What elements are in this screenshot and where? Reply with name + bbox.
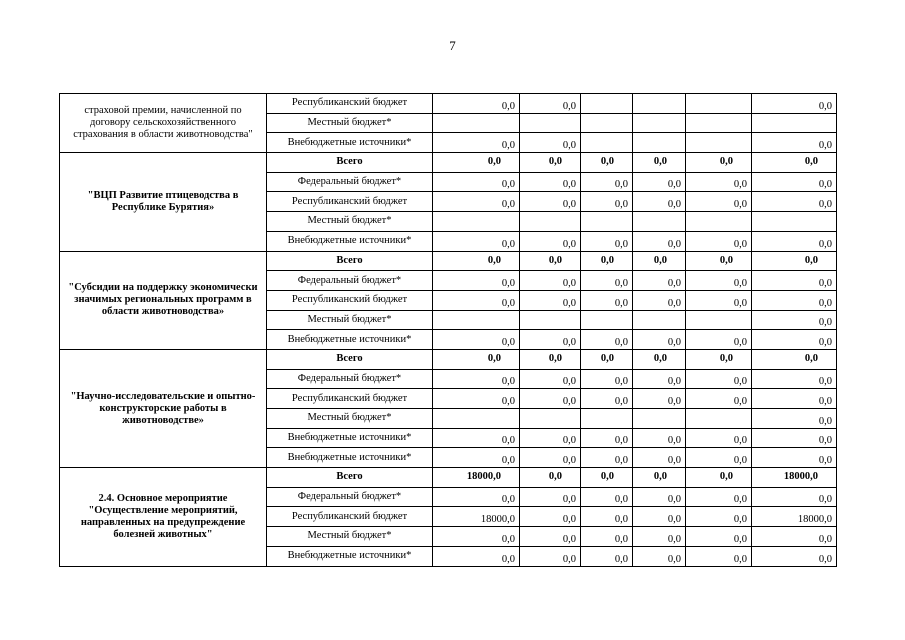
amount-cell <box>520 310 581 330</box>
amount-cell: 0,0 <box>520 369 581 389</box>
amount-cell: 0,0 <box>686 251 752 271</box>
amount-cell: 0,0 <box>752 546 837 566</box>
amount-cell: 0,0 <box>433 330 520 350</box>
funding-source-cell: Республиканский бюджет <box>267 507 433 527</box>
amount-cell <box>520 113 581 133</box>
amount-cell: 0,0 <box>520 527 581 547</box>
amount-cell: 0,0 <box>752 251 837 271</box>
amount-cell <box>581 133 633 153</box>
amount-cell: 0,0 <box>752 448 837 468</box>
funding-source-cell: Федеральный бюджет* <box>267 172 433 192</box>
amount-cell: 0,0 <box>433 271 520 291</box>
amount-cell: 0,0 <box>752 192 837 212</box>
funding-source-cell: Местный бюджет* <box>267 409 433 429</box>
amount-cell <box>686 133 752 153</box>
amount-cell: 0,0 <box>686 448 752 468</box>
amount-cell: 0,0 <box>633 172 686 192</box>
amount-cell <box>433 212 520 232</box>
amount-cell <box>633 310 686 330</box>
amount-cell: 0,0 <box>633 153 686 173</box>
funding-source-cell: Всего <box>267 349 433 369</box>
amount-cell: 0,0 <box>752 231 837 251</box>
amount-cell: 0,0 <box>433 428 520 448</box>
amount-cell <box>520 409 581 429</box>
amount-cell: 0,0 <box>686 349 752 369</box>
funding-source-cell: Республиканский бюджет <box>267 94 433 114</box>
measure-name-cell: "Научно-исследовательские и опытно-конструкторские работы в животноводстве» <box>60 349 267 467</box>
amount-cell: 0,0 <box>520 389 581 409</box>
funding-source-cell: Республиканский бюджет <box>267 389 433 409</box>
amount-cell: 0,0 <box>520 94 581 114</box>
amount-cell: 0,0 <box>752 310 837 330</box>
total-row <box>60 251 837 271</box>
amount-cell: 0,0 <box>752 290 837 310</box>
amount-cell: 0,0 <box>686 546 752 566</box>
measure-name-cell: 2.4. Основное мероприятие "Осуществление мероприятий, направленных на предупреждение болезней животных" <box>60 468 267 566</box>
page-number: 7 <box>449 38 456 53</box>
amount-cell: 0,0 <box>581 192 633 212</box>
amount-cell: 0,0 <box>633 251 686 271</box>
amount-cell: 0,0 <box>686 192 752 212</box>
amount-cell: 0,0 <box>433 251 520 271</box>
amount-cell: 0,0 <box>686 428 752 448</box>
funding-source-cell: Внебюджетные источники* <box>267 428 433 448</box>
amount-cell: 0,0 <box>581 468 633 488</box>
budget-table <box>59 93 837 567</box>
amount-cell: 0,0 <box>581 271 633 291</box>
amount-cell: 0,0 <box>520 448 581 468</box>
amount-cell <box>686 113 752 133</box>
amount-cell: 0,0 <box>752 94 837 114</box>
amount-cell: 0,0 <box>520 330 581 350</box>
amount-cell: 0,0 <box>752 271 837 291</box>
funding-source-cell: Всего <box>267 251 433 271</box>
amount-cell <box>520 212 581 232</box>
amount-cell: 0,0 <box>433 231 520 251</box>
amount-cell <box>581 310 633 330</box>
amount-cell: 0,0 <box>633 330 686 350</box>
amount-cell: 0,0 <box>686 231 752 251</box>
amount-cell: 0,0 <box>581 546 633 566</box>
amount-cell: 0,0 <box>520 290 581 310</box>
amount-cell: 0,0 <box>581 507 633 527</box>
amount-cell <box>433 409 520 429</box>
amount-cell: 0,0 <box>752 133 837 153</box>
amount-cell: 0,0 <box>433 290 520 310</box>
amount-cell <box>633 94 686 114</box>
amount-cell <box>581 94 633 114</box>
amount-cell: 0,0 <box>633 290 686 310</box>
amount-cell <box>686 409 752 429</box>
amount-cell: 0,0 <box>520 428 581 448</box>
funding-source-cell: Внебюджетные источники* <box>267 330 433 350</box>
amount-cell: 18000,0 <box>752 507 837 527</box>
amount-cell: 0,0 <box>686 487 752 507</box>
amount-cell: 0,0 <box>433 192 520 212</box>
amount-cell: 0,0 <box>633 546 686 566</box>
amount-cell: 0,0 <box>433 369 520 389</box>
funding-source-cell: Местный бюджет* <box>267 212 433 232</box>
amount-cell: 0,0 <box>581 448 633 468</box>
amount-cell: 0,0 <box>633 428 686 448</box>
amount-cell: 0,0 <box>433 527 520 547</box>
amount-cell: 0,0 <box>520 271 581 291</box>
amount-cell <box>752 212 837 232</box>
amount-cell: 0,0 <box>581 153 633 173</box>
amount-cell <box>433 310 520 330</box>
amount-cell: 0,0 <box>581 172 633 192</box>
amount-cell: 0,0 <box>752 172 837 192</box>
amount-cell <box>581 113 633 133</box>
amount-cell: 0,0 <box>581 369 633 389</box>
amount-cell: 0,0 <box>686 271 752 291</box>
amount-cell: 0,0 <box>686 369 752 389</box>
amount-cell: 0,0 <box>433 133 520 153</box>
funding-source-cell: Республиканский бюджет <box>267 290 433 310</box>
amount-cell: 0,0 <box>433 94 520 114</box>
amount-cell: 0,0 <box>752 527 837 547</box>
amount-cell: 0,0 <box>433 172 520 192</box>
amount-cell: 0,0 <box>686 389 752 409</box>
funding-source-cell: Федеральный бюджет* <box>267 487 433 507</box>
amount-cell <box>581 409 633 429</box>
amount-cell <box>686 310 752 330</box>
amount-cell: 0,0 <box>520 231 581 251</box>
funding-source-cell: Федеральный бюджет* <box>267 271 433 291</box>
amount-cell: 0,0 <box>686 330 752 350</box>
amount-cell: 0,0 <box>633 389 686 409</box>
amount-cell: 0,0 <box>752 153 837 173</box>
funding-source-cell: Внебюджетные источники* <box>267 231 433 251</box>
amount-cell: 0,0 <box>633 231 686 251</box>
amount-cell: 0,0 <box>633 448 686 468</box>
amount-cell: 0,0 <box>520 192 581 212</box>
amount-cell: 0,0 <box>581 428 633 448</box>
amount-cell: 0,0 <box>633 349 686 369</box>
funding-source-cell: Всего <box>267 153 433 173</box>
amount-cell: 0,0 <box>581 231 633 251</box>
amount-cell: 0,0 <box>633 527 686 547</box>
amount-cell: 0,0 <box>686 527 752 547</box>
amount-cell: 0,0 <box>581 389 633 409</box>
amount-cell: 18000,0 <box>752 468 837 488</box>
amount-cell: 0,0 <box>433 546 520 566</box>
amount-cell: 0,0 <box>520 546 581 566</box>
funding-source-cell: Местный бюджет* <box>267 113 433 133</box>
amount-cell: 0,0 <box>633 468 686 488</box>
amount-cell: 0,0 <box>520 487 581 507</box>
amount-cell: 0,0 <box>686 153 752 173</box>
amount-cell <box>633 113 686 133</box>
amount-cell: 0,0 <box>633 487 686 507</box>
amount-cell: 0,0 <box>581 527 633 547</box>
budget-body <box>60 94 837 567</box>
funding-source-cell: Внебюджетные источники* <box>267 546 433 566</box>
funding-source-cell: Внебюджетные источники* <box>267 448 433 468</box>
amount-cell <box>633 409 686 429</box>
amount-cell <box>686 94 752 114</box>
amount-cell: 0,0 <box>752 349 837 369</box>
amount-cell: 0,0 <box>752 428 837 448</box>
amount-cell: 0,0 <box>520 507 581 527</box>
amount-cell <box>433 113 520 133</box>
funding-source-cell: Местный бюджет* <box>267 310 433 330</box>
funding-source-cell: Всего <box>267 468 433 488</box>
funding-source-cell: Внебюджетные источники* <box>267 133 433 153</box>
amount-cell: 0,0 <box>686 507 752 527</box>
measure-name-cell: страховой премии, начисленной по договору сельскохозяйственного страхования в области животноводства" <box>60 94 267 153</box>
amount-cell: 0,0 <box>433 153 520 173</box>
amount-cell <box>633 133 686 153</box>
total-row <box>60 153 837 173</box>
amount-cell <box>633 212 686 232</box>
funding-source-cell: Местный бюджет* <box>267 527 433 547</box>
amount-cell: 0,0 <box>520 349 581 369</box>
amount-cell: 0,0 <box>433 389 520 409</box>
amount-cell: 0,0 <box>520 133 581 153</box>
amount-cell: 0,0 <box>581 330 633 350</box>
amount-cell: 18000,0 <box>433 468 520 488</box>
amount-cell: 0,0 <box>581 290 633 310</box>
amount-cell: 0,0 <box>752 409 837 429</box>
amount-cell: 0,0 <box>433 448 520 468</box>
funding-source-cell: Федеральный бюджет* <box>267 369 433 389</box>
amount-cell: 0,0 <box>581 349 633 369</box>
amount-cell: 0,0 <box>752 369 837 389</box>
amount-cell: 0,0 <box>433 349 520 369</box>
amount-cell: 0,0 <box>581 487 633 507</box>
amount-cell: 0,0 <box>520 251 581 271</box>
amount-cell: 0,0 <box>520 153 581 173</box>
amount-cell: 0,0 <box>686 172 752 192</box>
amount-cell: 0,0 <box>633 271 686 291</box>
amount-cell <box>752 113 837 133</box>
measure-name-cell: "ВЦП Развитие птицеводства в Республике Бурятия» <box>60 153 267 251</box>
amount-cell: 0,0 <box>752 487 837 507</box>
total-row <box>60 468 837 488</box>
amount-cell: 0,0 <box>520 172 581 192</box>
amount-cell: 0,0 <box>752 389 837 409</box>
table-row <box>60 94 837 114</box>
amount-cell: 0,0 <box>686 468 752 488</box>
amount-cell: 0,0 <box>581 251 633 271</box>
amount-cell: 0,0 <box>686 290 752 310</box>
amount-cell: 0,0 <box>633 507 686 527</box>
amount-cell: 0,0 <box>633 192 686 212</box>
amount-cell <box>686 212 752 232</box>
amount-cell: 18000,0 <box>433 507 520 527</box>
amount-cell: 0,0 <box>752 330 837 350</box>
amount-cell: 0,0 <box>633 369 686 389</box>
funding-source-cell: Республиканский бюджет <box>267 192 433 212</box>
amount-cell: 0,0 <box>433 487 520 507</box>
measure-name-cell: "Субсидии на поддержку экономически значимых региональных программ в области животноводства» <box>60 251 267 349</box>
amount-cell: 0,0 <box>520 468 581 488</box>
amount-cell <box>581 212 633 232</box>
total-row <box>60 349 837 369</box>
